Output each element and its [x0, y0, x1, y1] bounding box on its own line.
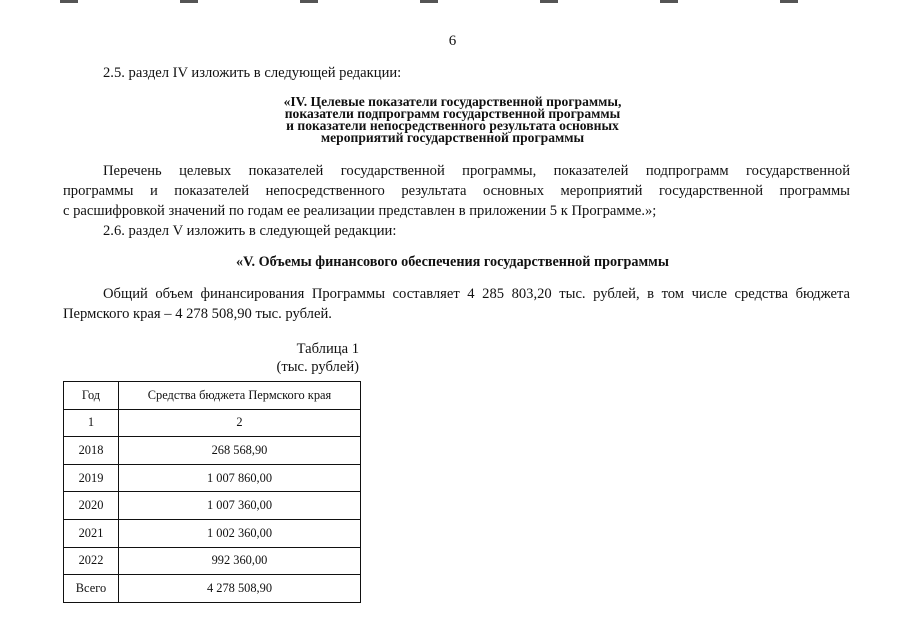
- header-budget: Средства бюджета Пермского края: [119, 382, 361, 410]
- paragraph-line: Пермского края – 4 278 508,90 тыс. рублей.: [63, 306, 332, 322]
- heading-line: «IV. Целевые показатели государственной программы,: [283, 94, 622, 109]
- cell-year: 2020: [64, 492, 119, 520]
- cell-amount: 1 007 360,00: [119, 492, 361, 520]
- table-row: [64, 547, 361, 575]
- cell-year: Всего: [64, 575, 119, 603]
- heading-line: показатели подпрограмм государственной программы: [284, 106, 621, 121]
- cell-year: 2021: [64, 519, 119, 547]
- table-header-row: [64, 382, 361, 410]
- cell-amount: 1 002 360,00: [119, 519, 361, 547]
- table-title: Таблица 1: [296, 341, 359, 357]
- page-number: 6: [448, 33, 457, 49]
- header-year: Год: [64, 382, 119, 410]
- cell-amount: 4 278 508,90: [119, 575, 361, 603]
- table-caption: [276, 340, 359, 376]
- heading-line: и показатели непосредственного результата основных: [286, 118, 619, 133]
- table-row: [64, 519, 361, 547]
- cell-amount: 992 360,00: [119, 547, 361, 575]
- heading-section-v: «V. Объемы финансового обеспечения государственной программы: [236, 254, 669, 270]
- heading-line: мероприятий государственной программы: [320, 130, 585, 145]
- table-units: (тыс. рублей): [276, 359, 359, 375]
- paragraph-line: Перечень целевых показателей государственной программы, показателей подпрограмм государственной: [103, 163, 850, 179]
- cell-year: 2018: [64, 437, 119, 465]
- paragraph-2-5: 2.5. раздел IV изложить в следующей редакции:: [103, 65, 402, 81]
- budget-table: [63, 381, 361, 603]
- cell-year: 2022: [64, 547, 119, 575]
- paragraph-line: программы и показателей непосредственного результата основных мероприятий государственной программы: [63, 183, 850, 199]
- column-number: 1: [64, 409, 119, 437]
- cell-amount: 268 568,90: [119, 437, 361, 465]
- table-total-row: [64, 575, 361, 603]
- cell-year: 2019: [64, 464, 119, 492]
- table-row: [64, 464, 361, 492]
- table-row: [64, 437, 361, 465]
- column-number: 2: [119, 409, 361, 437]
- table-column-numbers-row: [64, 409, 361, 437]
- paragraph-line: с расшифровкой значений по годам ее реализации представлен в приложении 5 к Программе.»;: [63, 203, 657, 219]
- paragraph-2-6: 2.6. раздел V изложить в следующей редакции:: [103, 223, 397, 239]
- paragraph-line: Общий объем финансирования Программы составляет 4 285 803,20 тыс. рублей, в том числе средства бюджета: [103, 286, 850, 302]
- table-row: [64, 492, 361, 520]
- cell-amount: 1 007 860,00: [119, 464, 361, 492]
